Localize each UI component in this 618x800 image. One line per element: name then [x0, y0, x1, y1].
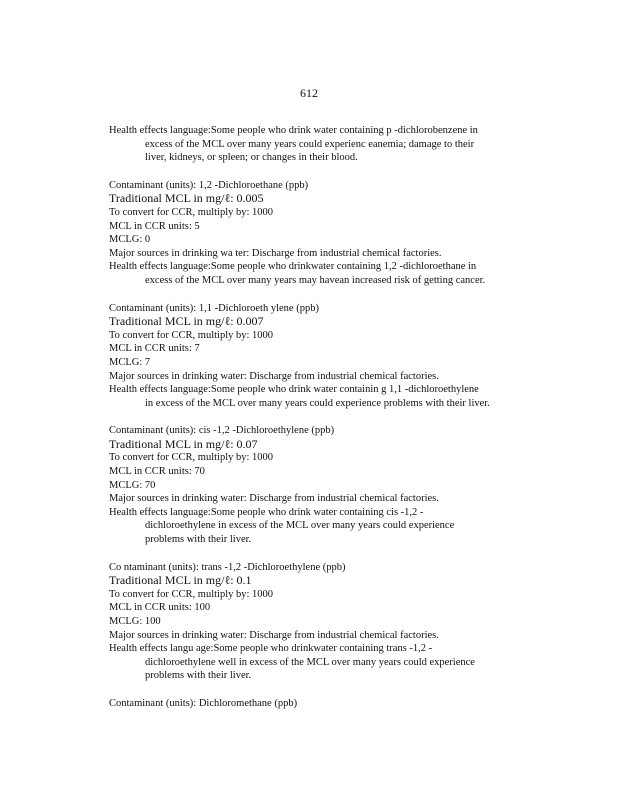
mclg: MCLG: 0	[109, 234, 151, 246]
contaminant-block	[109, 424, 539, 546]
health-line: Health effects language:Some people who drink water containing p -dichlorobenzene in	[109, 125, 478, 136]
document-body	[109, 124, 539, 725]
major-sources: Major sources in drinking wa ter: Discharge from industrial chemical factories.	[109, 247, 442, 259]
major-sources: Major sources in drinking water: Discharge from industrial chemical factories.	[109, 629, 439, 641]
health-line: problems with their liver.	[145, 670, 252, 682]
health-line: dichloroethylene in excess of the MCL over many years could experience	[145, 520, 455, 532]
convert-factor: To convert for CCR, multiply by: 1000	[109, 588, 274, 600]
convert-factor: To convert for CCR, multiply by: 1000	[109, 452, 274, 464]
major-sources: Major sources in drinking water: Discharge from industrial chemical factories.	[109, 370, 439, 382]
mcl-ccr-units: MCL in CCR units: 5	[109, 220, 200, 232]
mcl-ccr-units: MCL in CCR units: 100	[109, 602, 211, 614]
health-line: liver, kidneys, or spleen; or changes in their blood.	[145, 152, 358, 164]
traditional-mcl: Traditional MCL in mg/ℓ: 0.07	[109, 436, 258, 451]
major-sources: Major sources in drinking water: Discharge from industrial chemical factories.	[109, 493, 439, 505]
mclg: MCLG: 7	[109, 356, 151, 368]
traditional-mcl: Traditional MCL in mg/ℓ: 0.005	[109, 191, 264, 206]
health-line: excess of the MCL over many years may havean increased risk of getting cancer.	[145, 274, 486, 286]
health-line: Health effects language:Some people who drink water containin g 1,1 -dichloroethylene	[109, 384, 479, 396]
convert-factor: To convert for CCR, multiply by: 1000	[109, 329, 274, 341]
contaminant-block	[109, 179, 539, 288]
convert-factor: To convert for CCR, multiply by: 1000	[109, 206, 274, 218]
health-line: dichloroethylene well in excess of the MCL over many years could experience	[145, 656, 475, 668]
contaminant-title: Contaminant (units): cis -1,2 -Dichloroethylene (ppb)	[109, 425, 335, 437]
contaminant-block	[109, 561, 539, 683]
health-line: in excess of the MCL over many years could experience problems with their liver.	[145, 397, 490, 409]
contaminant-block	[109, 302, 539, 411]
mcl-ccr-units: MCL in CCR units: 7	[109, 343, 200, 355]
health-line: Health effects language:Some people who drink water containing cis -1,2 -	[109, 506, 424, 518]
page-number: 612	[300, 86, 318, 100]
contaminant-title: Contaminant (units): Dichloromethane (ppb)	[109, 697, 298, 709]
health-line: Health effects language:Some people who drinkwater containing 1,2 -dichloroethane in	[109, 261, 477, 273]
health-line: Health effects langu age:Some people who drinkwater containing trans -1,2 -	[109, 643, 433, 655]
contaminant-title: Co ntaminant (units): trans -1,2 -Dichloroethylene (ppb)	[109, 561, 346, 573]
intro-health-block	[109, 124, 539, 165]
mclg: MCLG: 70	[109, 479, 156, 491]
mcl-ccr-units: MCL in CCR units: 70	[109, 466, 205, 478]
health-line: problems with their liver.	[145, 534, 252, 546]
contaminant-block	[109, 697, 539, 711]
mclg: MCLG: 100	[109, 616, 161, 627]
contaminant-title: Contaminant (units): 1,2 -Dichloroethane (ppb)	[109, 179, 309, 191]
contaminant-title: Contaminant (units): 1,1 -Dichloroeth ylene (ppb)	[109, 302, 319, 314]
traditional-mcl: Traditional MCL in mg/ℓ: 0.1	[109, 573, 252, 588]
traditional-mcl: Traditional MCL in mg/ℓ: 0.007	[109, 314, 264, 329]
health-line: excess of the MCL over many years could experienc eanemia; damage to their	[145, 138, 475, 150]
